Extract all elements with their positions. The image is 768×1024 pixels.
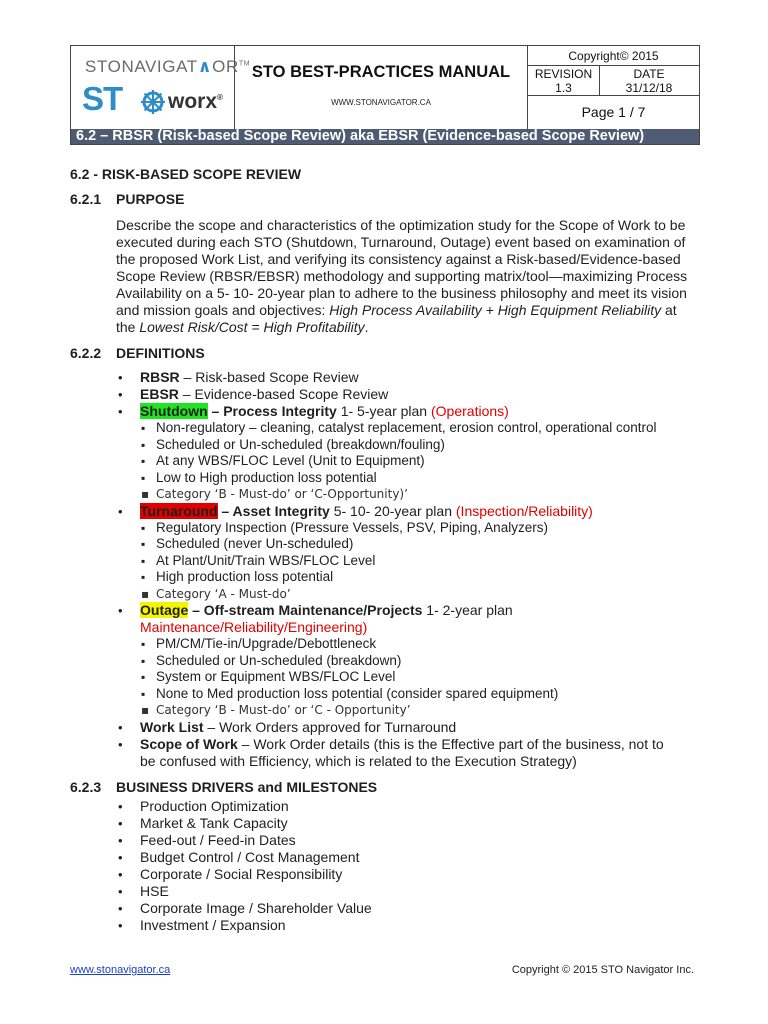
- logo-wordmark: STONAVIGAT∧OR™: [85, 57, 251, 76]
- sub-list-item-category: ▪ Category ‘A - Must-do’: [116, 586, 700, 603]
- sub-list-item: ▪ At any WBS/FLOC Level (Unit to Equipment): [116, 453, 700, 470]
- footer-website-link[interactable]: www.stonavigator.ca: [70, 964, 171, 976]
- sub-list-item: ▪ At Plant/Unit/Train WBS/FLOC Level: [116, 553, 700, 570]
- document-body: [70, 166, 700, 934]
- sub-list-item: ▪ High production loss potential: [116, 569, 700, 586]
- sub-list-item: ▪ Non-regulatory – cleaning, catalyst replacement, erosion control, operational control: [116, 420, 700, 437]
- sub-list-item: ▪ Low to High production loss potential: [116, 470, 700, 487]
- list-item: • Feed-out / Feed-in Dates: [116, 832, 700, 849]
- purpose-paragraph: Describe the scope and characteristics of the optimization study for the Scope of Work to be executed during each STO (Shutdown, Turnaround, Outage) event based on examination of the proposed Work List, and verifying its consistency against a Risk-based/Evidence-based Scope Review (RBSR/EBSR) methodology and supporting matrix/tool—maximizing Process Availability on a 5- 10- 20-year plan to adhere to the business philosophy and meet its vision and mission goals and objectives: High Process Availability + High Equipment Reliability at the Lowest Risk/Cost = High Profitability.: [116, 217, 688, 335]
- header-url: WWW.STONAVIGATOR.CA: [331, 98, 431, 107]
- manual-title: STO BEST-PRACTICES MANUAL: [251, 63, 511, 81]
- list-item-turnaround: • Turnaround – Asset Integrity 5- 10- 20-year plan (Inspection/Reliability): [116, 503, 700, 520]
- date-value: 31/12/18: [625, 81, 673, 95]
- sub-list-item: ▪ System or Equipment WBS/FLOC Level: [116, 669, 700, 686]
- list-item: • Scope of Work – Work Order details (this is the Effective part of the business, not to be confused with Efficiency, which is related to the Execution Strategy): [116, 736, 680, 770]
- revision-value: 1.3: [555, 81, 572, 95]
- list-item: • Market & Tank Capacity: [116, 815, 700, 832]
- footer-copyright: Copyright © 2015 STO Navigator Inc.: [511, 964, 694, 976]
- sub-list-item-category: ▪ Category ‘B - Must-do’ or ‘C-Opportunity)’: [116, 486, 700, 503]
- list-item: • Budget Control / Cost Management: [116, 849, 700, 866]
- title-cell: [235, 46, 528, 129]
- sub-list-item: ▪ Scheduled (never Un-scheduled): [116, 536, 700, 553]
- page-number: Page 1 / 7: [581, 104, 646, 120]
- list-item: • EBSR – Evidence-based Scope Review: [116, 386, 700, 403]
- list-item: • Corporate / Social Responsibility: [116, 866, 700, 883]
- sub-list-item: ▪ Scheduled or Un-scheduled (breakdown): [116, 653, 700, 670]
- subsection-heading-definitions: 6.2.2 DEFINITIONS: [70, 345, 205, 361]
- drivers-list: [70, 798, 700, 934]
- revision-cell: [528, 66, 600, 95]
- document-meta: [528, 46, 699, 129]
- section-heading: 6.2 - RISK-BASED SCOPE REVIEW: [70, 166, 302, 182]
- subsection-heading-drivers: 6.2.3 BUSINESS DRIVERS and MILESTONES: [70, 778, 378, 795]
- list-item: • Work List – Work Orders approved for Turnaround: [116, 719, 700, 736]
- ships-wheel-icon: [140, 89, 166, 115]
- header-copyright: Copyright© 2015: [528, 46, 699, 66]
- revision-date-row: [528, 66, 699, 96]
- document-header: [70, 45, 700, 145]
- revision-label: REVISION: [534, 67, 593, 81]
- list-item: • Corporate Image / Shareholder Value: [116, 900, 700, 917]
- date-label: DATE: [633, 67, 665, 81]
- logo: STONAVIGAT∧OR™ ST worx®: [71, 46, 235, 129]
- sub-list-item: ▪ None to Med production loss potential (consider spared equipment): [116, 686, 700, 703]
- sub-list-item: ▪ PM/CM/Tie-in/Upgrade/Debottleneck: [116, 636, 700, 653]
- list-item: • Production Optimization: [116, 798, 700, 815]
- subsection-heading-purpose: 6.2.1 PURPOSE: [70, 191, 185, 207]
- sub-list-item: ▪ Regulatory Inspection (Pressure Vessels, PSV, Piping, Analyzers): [116, 520, 700, 537]
- section-title-bar: 6.2 – RBSR (Risk-based Scope Review) aka EBSR (Evidence-based Scope Review): [71, 129, 699, 144]
- sub-list-item: ▪ Scheduled or Un-scheduled (breakdown/fouling): [116, 437, 700, 454]
- list-item: • RBSR – Risk-based Scope Review: [116, 369, 700, 386]
- date-cell: [599, 66, 699, 95]
- list-item-shutdown: • Shutdown – Process Integrity 1- 5-year plan (Operations): [116, 403, 700, 420]
- definitions-list: [70, 369, 700, 770]
- list-item: • HSE: [116, 883, 700, 900]
- list-item-outage: • Outage – Off-stream Maintenance/Projects 1- 2-year plan Maintenance/Reliability/Engineering): [116, 602, 700, 636]
- compass-arrow-icon: ∧: [197, 57, 213, 76]
- list-item: • Investment / Expansion: [116, 917, 700, 934]
- sub-list-item-category: ▪ Category ‘B - Must-do’ or ‘C - Opportunity’: [116, 702, 700, 719]
